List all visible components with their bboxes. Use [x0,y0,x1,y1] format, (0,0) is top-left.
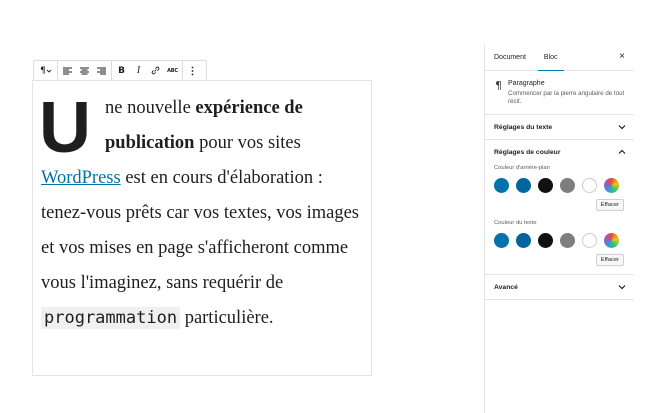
color-swatch[interactable] [494,178,509,193]
paragraph-block[interactable] [32,80,372,376]
inline-code: programmation [41,307,180,329]
advanced-toggle[interactable] [485,275,634,299]
bold-text: expérience de publication [105,98,303,153]
text-color-palette [494,233,624,248]
toolbar-divider [182,61,183,80]
custom-color-picker[interactable] [604,233,619,248]
align-left-icon[interactable] [59,61,76,80]
toolbar-divider [57,61,58,80]
color-settings-toggle[interactable] [485,140,634,164]
color-settings-panel [485,140,634,275]
paragraph-icon[interactable] [36,61,56,80]
block-card-title: Paragraphe [508,80,545,87]
panel-title: Réglages de couleur [494,148,561,156]
paragraph-glyph: ¶ [40,65,46,76]
align-right-icon[interactable] [93,61,110,80]
paragraph-text[interactable] [39,88,367,336]
tab-block[interactable]: Bloc [535,44,567,70]
chevron-down-icon [617,283,626,292]
color-swatch[interactable] [516,178,531,193]
tab-document[interactable]: Document [494,53,526,61]
block-toolbar [33,60,207,81]
clear-text-color-button[interactable]: Effacer [596,254,624,266]
chevron-down-icon [46,68,52,74]
color-swatch[interactable] [516,233,531,248]
color-swatch[interactable] [560,178,575,193]
panel-title: Avancé [494,283,518,291]
color-settings-body [485,165,634,274]
background-color-label: Couleur d'arrière-plan [494,165,550,171]
wordpress-link[interactable]: WordPress [41,168,121,188]
paragraph-block-icon: ¶ [495,79,502,92]
text-segment: ne nouvelle [105,98,196,118]
text-settings-toggle[interactable] [485,115,634,139]
link-icon[interactable] [147,61,164,80]
color-swatch[interactable] [494,233,509,248]
more-options-icon[interactable] [184,61,201,80]
block-card-description: Commencer par la pierre angulaire de tout récit. [508,90,625,105]
text-segment: pour vos sites [194,133,301,153]
color-swatch[interactable] [560,233,575,248]
panel-title: Réglages du texte [494,123,553,131]
custom-color-picker[interactable] [604,178,619,193]
block-card [485,71,634,115]
color-swatch[interactable] [538,233,553,248]
chevron-up-icon [617,148,626,157]
color-swatch[interactable] [582,178,597,193]
color-swatch[interactable] [538,178,553,193]
bold-button[interactable]: B [118,65,125,76]
strikethrough-button[interactable]: ABC [167,67,178,74]
color-swatch[interactable] [582,233,597,248]
italic-button[interactable]: I [136,65,141,76]
background-color-palette [494,178,624,193]
toolbar-divider [111,61,112,80]
text-segment: particulière. [180,308,274,328]
text-color-label: Couleur du texte [494,220,537,226]
drop-cap: U [39,88,91,168]
settings-sidebar [484,44,634,413]
close-icon[interactable]: × [619,51,625,62]
sidebar-tabs [485,44,634,71]
align-center-icon[interactable] [76,61,93,80]
clear-background-button[interactable]: Effacer [596,199,624,211]
text-segment: est en cours d'élaboration : tenez-vous prêts car vos textes, vos images et vos mises en page s'afficheront comme vous l'imaginez, sans requérir de [41,168,360,293]
text-settings-panel [485,115,634,140]
advanced-panel [485,275,634,300]
chevron-down-icon [617,123,626,132]
